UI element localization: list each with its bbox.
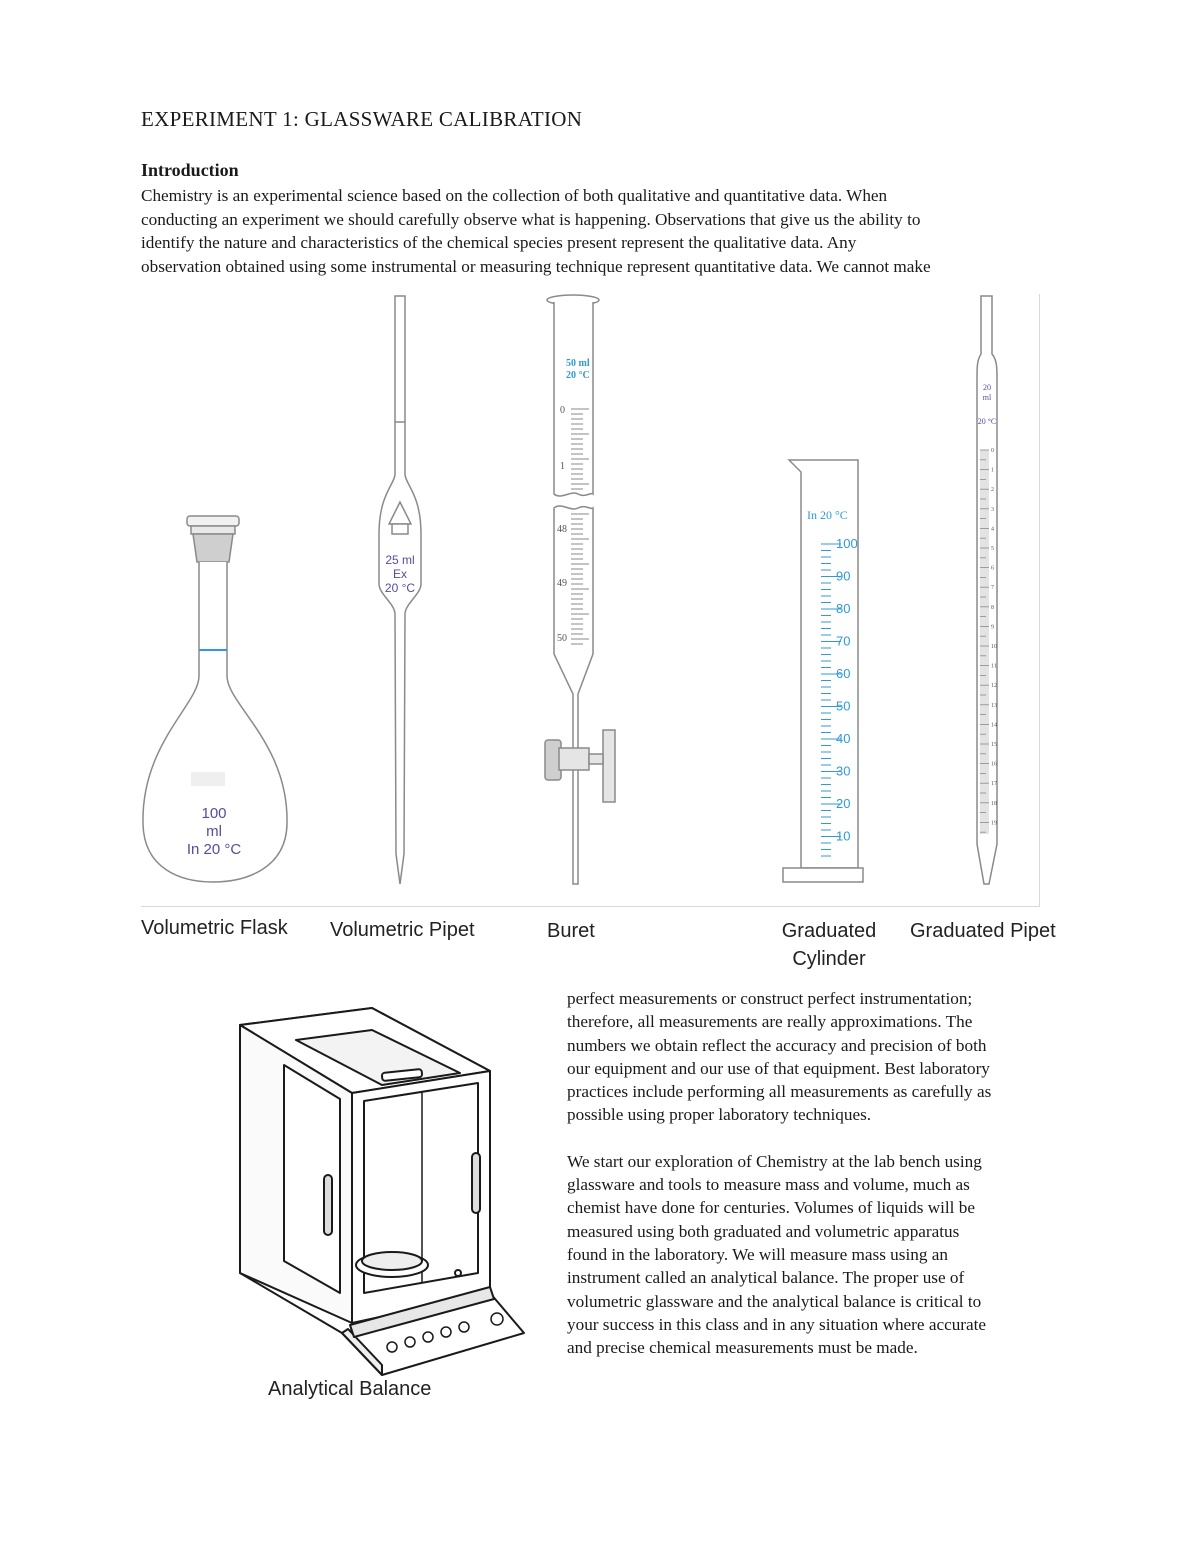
- caption-graduated-cylinder: [758, 917, 900, 973]
- text-line: chemist have done for centuries. Volumes of liquids will be: [567, 1198, 975, 1218]
- cylinder-tick-label: 10: [836, 828, 851, 844]
- gpipet-tick-label: 1: [991, 467, 994, 474]
- gpipet-tick-label: 12: [991, 683, 997, 690]
- gpipet-tick-label: 7: [991, 585, 994, 592]
- analytical-balance-illustration: [232, 1003, 532, 1383]
- gpipet-tick-label: 17: [991, 781, 997, 788]
- text-line: We start our exploration of Chemistry at the lab bench using: [567, 1151, 982, 1171]
- text-line: found in the laboratory. We will measure mass using an: [567, 1244, 948, 1264]
- intro-line: Chemistry is an experimental science based on the collection of both qualitative and quantitative data. When: [141, 186, 888, 205]
- gpipet-label-line: ml: [982, 393, 992, 402]
- cylinder-tick-label: 20: [836, 796, 851, 811]
- gpipet-tick-label: 14: [991, 722, 997, 729]
- text-line: and precise chemical measurements must be made.: [567, 1338, 918, 1358]
- analytical-balance-figure: [232, 1003, 532, 1383]
- caption-analytical-balance: Analytical Balance: [268, 1378, 432, 1400]
- text-line: your success in this class and in any situation where accurate: [567, 1314, 987, 1334]
- text-line: glassware and tools to measure mass and volume, much as: [567, 1175, 970, 1195]
- buret-tick-label: 0: [560, 405, 565, 416]
- flask-label-line: In 20 °C: [186, 841, 242, 858]
- text-line: perfect measurements or construct perfect instrumentation;: [567, 989, 973, 1008]
- caption-line: Cylinder: [792, 948, 866, 970]
- buret-tick-label: 50: [557, 633, 567, 644]
- gpipet-tick-label: 18: [991, 800, 997, 807]
- gpipet-tick-label: 11: [991, 663, 997, 670]
- cylinder-tick-label: 70: [836, 633, 851, 649]
- gpipet-tick-label: 3: [991, 506, 994, 513]
- cylinder-tick-label: 100: [836, 536, 858, 551]
- buret-label-line: 20 °C: [566, 370, 590, 381]
- vpipet-label-line: 20 °C: [384, 581, 416, 595]
- text-line: practices include performing all measurements as carefully as: [567, 1082, 992, 1102]
- intro-paragraph: [141, 184, 1061, 278]
- gpipet-tick-label: 15: [991, 742, 997, 748]
- gpipet-tick-label: 8: [991, 604, 994, 611]
- glassware-figure: [141, 294, 1040, 907]
- vpipet-label-line: 25 ml: [385, 553, 415, 567]
- cylinder-tick-label: 80: [836, 601, 851, 616]
- gpipet-label-line: 20 °C: [977, 417, 997, 426]
- text-line: instrument called an analytical balance. The proper use of: [567, 1268, 965, 1288]
- graduated-pipet-drawing: [977, 296, 997, 884]
- buret-label-line: 50 ml: [566, 358, 590, 369]
- buret-tick-label: 1: [560, 461, 565, 472]
- volumetric-pipet-drawing: [379, 296, 421, 884]
- gpipet-tick-label: 9: [991, 624, 994, 631]
- cylinder-tick-label: 30: [836, 763, 851, 779]
- buret-tick-label: 49: [557, 578, 567, 589]
- gpipet-tick-label: 6: [991, 565, 994, 572]
- intro-line: observation obtained using some instrumental or measuring technique represent quantitative data. We cannot make: [141, 256, 931, 276]
- gpipet-tick-label: 10: [991, 644, 997, 650]
- caption-volumetric-pipet: Volumetric Pipet: [330, 919, 475, 941]
- gpipet-tick-label: 19: [991, 820, 997, 827]
- section-heading-introduction: Introduction: [141, 160, 239, 180]
- cylinder-tick-label: 90: [836, 568, 851, 584]
- graduated-cylinder-drawing: [783, 460, 863, 882]
- text-line: possible using proper laboratory techniques.: [567, 1105, 872, 1125]
- gpipet-tick-label: 13: [991, 702, 997, 709]
- volumetric-flask-drawing: [143, 516, 287, 882]
- paragraph-gap: [567, 1127, 1067, 1150]
- text-line: volumetric glassware and the analytical balance is critical to: [567, 1291, 982, 1311]
- gpipet-tick-label: 2: [991, 487, 994, 494]
- gpipet-tick-label: 16: [991, 761, 997, 768]
- text-line: measured using both graduated and volumetric apparatus: [567, 1221, 960, 1241]
- flask-label-line: 100: [201, 805, 227, 822]
- intro-line: conducting an experiment we should carefully observe what is happening. Observations that give us the ability to: [141, 209, 921, 229]
- gpipet-label-line: 20: [983, 383, 991, 392]
- page-title: EXPERIMENT 1: GLASSWARE CALIBRATION: [141, 107, 583, 131]
- flask-label-line: ml: [206, 823, 222, 840]
- caption-volumetric-flask: Volumetric Flask: [141, 917, 288, 939]
- buret-tick-label: 48: [557, 524, 567, 535]
- vpipet-label-line: Ex: [392, 567, 408, 581]
- cylinder-tick-label: 50: [836, 698, 851, 714]
- gpipet-tick-label: 5: [991, 546, 994, 552]
- gpipet-tick-label: 4: [991, 526, 994, 533]
- intro-line: identify the nature and characteristics of the chemical species present represent the qualitative data. Any: [141, 233, 857, 252]
- caption-graduated-pipet: Graduated Pipet: [910, 920, 1056, 942]
- text-line: our equipment and our use of that equipment. Best laboratory: [567, 1058, 990, 1078]
- cylinder-tick-label: 40: [836, 731, 851, 746]
- body-text-column: [567, 987, 1067, 1359]
- text-line: therefore, all measurements are really approximations. The: [567, 1012, 973, 1032]
- buret-drawing: [545, 295, 615, 884]
- text-line: numbers we obtain reflect the accuracy and precision of both: [567, 1035, 987, 1055]
- caption-line: Graduated: [781, 920, 877, 942]
- cylinder-tick-label: 60: [836, 666, 851, 681]
- cylinder-label: In 20 °C: [807, 508, 848, 522]
- caption-buret: Buret: [547, 920, 595, 942]
- glassware-illustration: [141, 294, 1039, 906]
- gpipet-tick-label: 0: [991, 448, 994, 454]
